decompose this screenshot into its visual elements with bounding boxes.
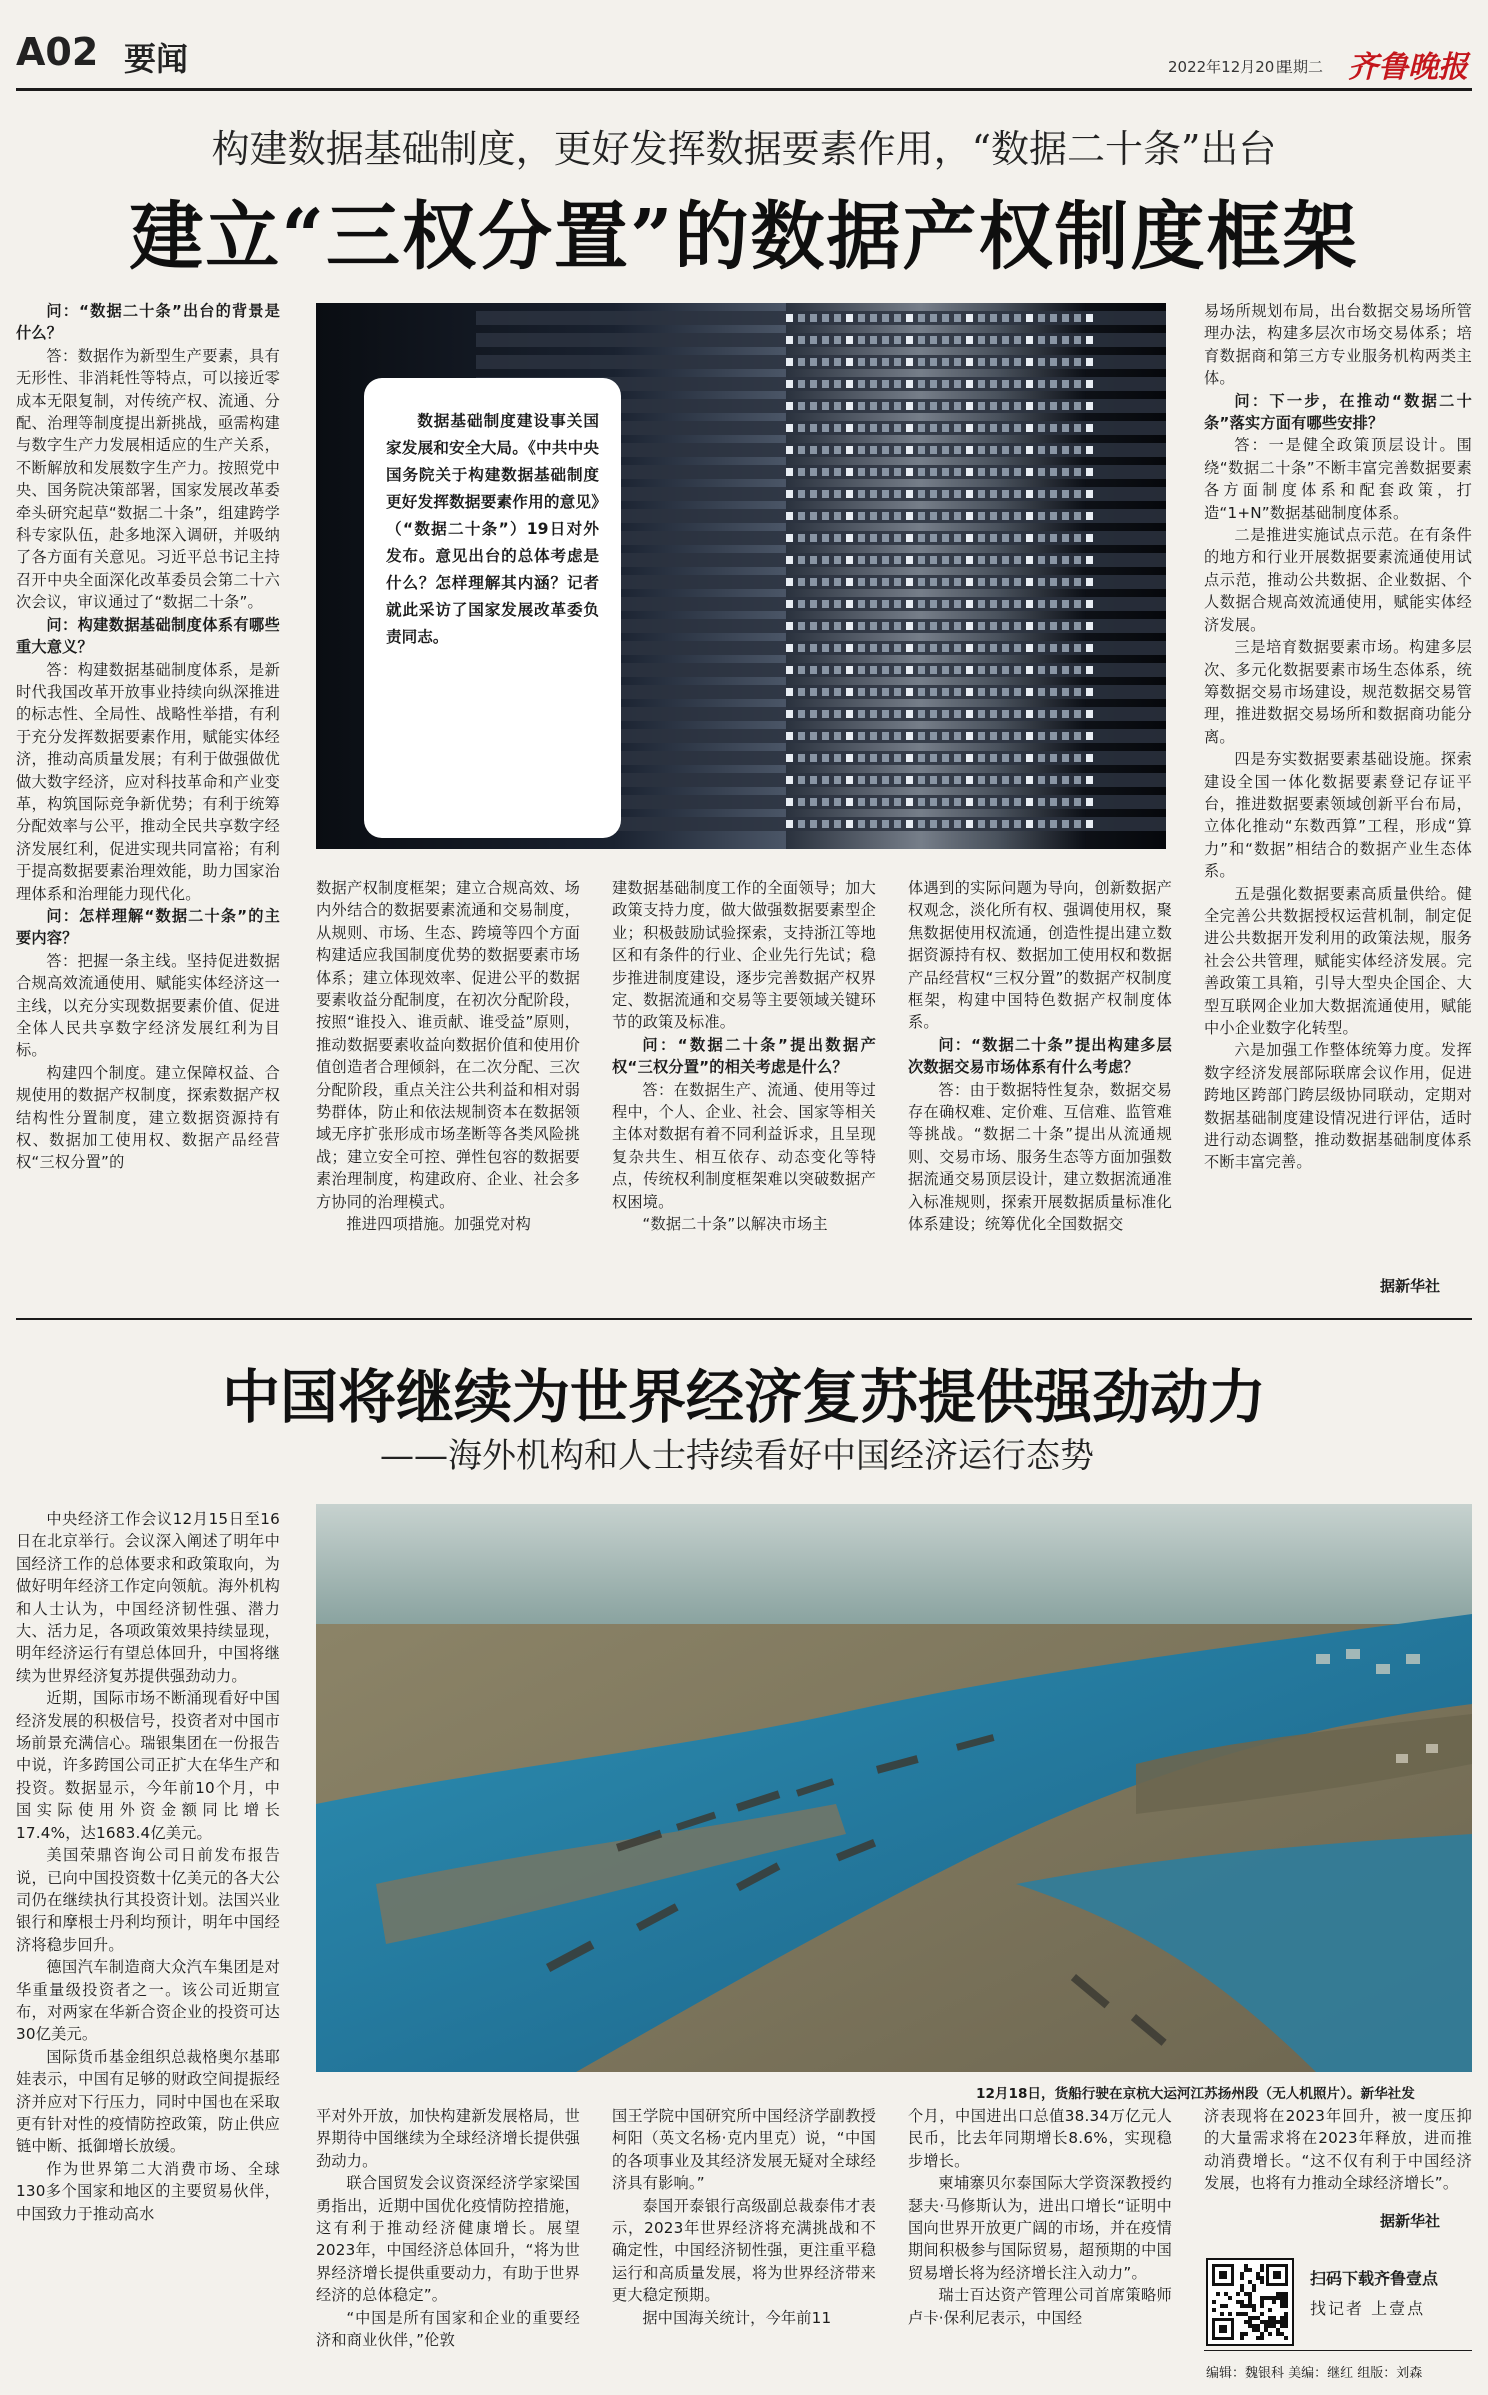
body-paragraph: 二是推进实施试点示范。在有条件的地方和行业开展数据要素流通使用试点示范，推动公共数据、企业数据、个人数据合规高效流通使用，赋能实体经济发展。 (1204, 526, 1472, 634)
article1-column-3 (612, 877, 876, 1236)
page-credits: 编辑：魏银科 美编：继红 组版：刘森 (1206, 2366, 1423, 2381)
article2-headline: 中国将继续为世界经济复苏提供强劲动力 (221, 1363, 1266, 1431)
article1-column-2 (316, 877, 580, 1236)
issue-date: 2022年12月20日 (1168, 58, 1290, 76)
body-paragraph: 美国荣鼎咨询公司日前发布报告说，已向中国投资数十亿美元的各大公司仍在继续执行其投资计划。法国兴业银行和摩根士丹利均预计，明年中国经济将稳步回升。 (16, 1846, 280, 1954)
article1-kicker: 构建数据基础制度，更好发挥数据要素作用，“数据二十条”出台 (211, 127, 1277, 171)
body-paragraph: 作为世界第二大消费市场、全球130多个国家和地区的主要贸易伙伴，中国致力于推动高水 (16, 2159, 280, 2223)
page-code: A02 (16, 30, 99, 74)
body-paragraph: 平对外开放，加快构建新发展格局，世界期待中国继续为全球经济增长提供强劲动力。 (316, 2107, 580, 2170)
body-paragraph: 三是培育数据要素市场。构建多层次、多元化数据要素市场生态体系，统筹数据交易市场建设，规范数据交易管理，推进数据交易场所和数据商功能分离。 (1204, 638, 1472, 746)
qr-code[interactable] (1206, 2258, 1294, 2346)
body-paragraph: 柬埔寨贝尔泰国际大学资深教授约瑟夫·马修斯认为，进出口增长“证明中国向世界开放更广阔的市场，并在疫情期间积极参与国际贸易，超预期的中国贸易增长将为经济增长注入动力”。 (908, 2174, 1172, 2282)
question-paragraph: 问：怎样理解“数据二十条”的主要内容？ (16, 906, 280, 948)
lead-box-text: 数据基础制度建设事关国家发展和安全大局。《中共中央 国务院关于构建数据基础制度更好发挥数据要素作用的意见》（“数据二十条”）19日对外发布。意见出台的总体考虑是什么？怎样理解其内涵？记者就此采访了国家发展改革委负责同志。 (386, 412, 599, 646)
body-paragraph: 据中国海关统计，今年前11 (642, 2308, 832, 2327)
body-paragraph: 数据产权制度框架；建立合规高效、场内外结合的数据要素流通和交易制度，从规则、市场、生态、跨境等四个方面构建适应我国制度优势的数据要素市场体系；建立体现效率、促进公平的数据要素收益分配制度，在初次分配阶段，按照“谁投入、谁贡献、谁受益”原则，推动数据要素收益向数据价值和使用价值创造者合理倾斜，在二次分配、三次分配阶段，重点关注公共利益和相对弱势群体，防止和依法规制资本在数据领域无序扩张形成市场垄断等各类风险挑战；建立安全可控、弹性包容的数据要素治理制度，构建政府、企业、社会多方协同的治理模式。 (316, 879, 580, 1211)
qr-caption-2: 找记者 上壹点 (1310, 2299, 1426, 2318)
body-paragraph: 瑞士百达资产管理公司首席策略师卢卡·保利尼表示，中国经 (908, 2286, 1172, 2327)
article2-column-4 (908, 2105, 1172, 2329)
qr-caption-1: 扫码下载齐鲁壹点 (1310, 2269, 1439, 2288)
body-paragraph: 答：构建数据基础制度体系，是新时代我国改革开放事业持续向纵深推进的标志性、全局性、战略性举措，有利于充分发挥数据要素作用，赋能实体经济，推动高质量发展；有利于做强做优做大数字经济，应对科技革命和产业变革，构筑国际竞争新优势；有利于统筹分配效率与公平，推动全民共享数字经济发展红利，促进实现共同富裕；有利于提高数据要素治理效能，助力国家治理体系和治理能力现代化。 (16, 660, 280, 903)
article2-column-3 (612, 2105, 876, 2329)
body-paragraph: 四是夯实数据要素基础设施。探索建设全国一体化数据要素登记存证平台，推进数据要素领域创新平台布局，立体化推动“东数西算”工程，形成“算力”和“数据”相结合的数据产业生态体系。 (1204, 750, 1472, 881)
body-paragraph: 答：在数据生产、流通、使用等过程中，个人、企业、社会、国家等相关主体对数据有着不同利益诉求，且呈现复杂共生、相互依存、动态变化等特点，传统权利制度框架难以突破数据产权困境。 (612, 1080, 876, 1211)
body-paragraph: 联合国贸发会议资深经济学家梁国勇指出，近期中国优化疫情防控措施，这有利于推动经济健康增长。展望2023年，中国经济总体回升，“将为世界经济增长提供重要动力，有助于世界经济的总体稳定”。 (316, 2174, 580, 2305)
canal-aerial-photo (316, 1504, 1472, 2072)
body-paragraph: 易场所规划布局，出台数据交易场所管理办法，构建多层次市场交易体系；培育数据商和第三方专业服务机构两类主体。 (1204, 302, 1472, 388)
article2-column-2 (316, 2105, 580, 2351)
question-paragraph: 问：“数据二十条”出台的背景是什么？ (16, 302, 280, 343)
section-label: 要闻 (124, 40, 189, 78)
question-paragraph: 问：构建数据基础制度体系有哪些重大意义？ (16, 615, 280, 657)
article1-column-4 (908, 877, 1172, 1236)
section-divider (16, 1318, 1472, 1320)
body-paragraph: 推进四项措施。加强党对构 (346, 1215, 532, 1234)
article2-subheadline: ——海外机构和人士持续看好中国经济运行态势 (380, 1436, 1094, 1476)
lead-box (364, 378, 621, 838)
body-paragraph: 德国汽车制造商大众汽车集团是对华重量级投资者之一。该公司近期宣布，对两家在华新合资企业的投资可达30亿美元。 (16, 1958, 280, 2044)
masthead-rule (16, 88, 1472, 91)
body-paragraph: 近期，国际市场不断涌现看好中国经济发展的积极信号，投资者对中国市场前景充满信心。瑞银集团在一份报告中说，许多跨国公司正扩大在华生产和投资。数据显示，今年前10个月，中国实际使用外资金额同比增长17.4%，达1683.4亿美元。 (16, 1689, 280, 1842)
body-paragraph: “中国是所有国家和企业的重要经济和商业伙伴，”伦敦 (316, 2308, 580, 2350)
body-paragraph: 中央经济工作会议12月15日至16日在北京举行。会议深入阐述了明年中国经济工作的总体要求和政策取向，为做好明年经济工作定向领航。海外机构和人士认为，中国经济韧性强、潜力大、活力足，各项政策效果持续显现，明年经济运行有望总体回升，中国将继续为世界经济复苏提供强劲动力。 (16, 1510, 280, 1685)
body-paragraph: 泰国开泰银行高级副总裁泰伟才表示，2023年世界经济将充满挑战和不确定性，中国经济韧性强，更注重平稳运行和高质量发展，将为世界经济带来更大稳定预期。 (612, 2196, 876, 2305)
article1-column-5 (1204, 300, 1472, 1174)
article2-source: 据新华社 (1380, 2212, 1441, 2230)
paper-logo: 齐鲁晚报 (1348, 50, 1468, 85)
body-paragraph: 体遇到的实际问题为导向，创新数据产权观念，淡化所有权、强调使用权，聚焦数据使用权流通，创造性提出建立数据资源持有权、数据加工使用权和数据产品经营权“三权分置”的数据产权制度框架，构建中国特色数据产权制度体系。 (908, 879, 1172, 1032)
body-paragraph: 国王学院中国研究所中国经济学副教授柯阳（英文名杨·克内里克）说，“中国的各项事业及其经济发展无疑对全球经济具有影响。” (612, 2107, 876, 2193)
footer-rule (1204, 2350, 1472, 2351)
photo-caption: 12月18日，货船行驶在京杭大运河江苏扬州段（无人机照片）。新华社发 (976, 2086, 1415, 2102)
issue-weekday: 星期二 (1278, 58, 1324, 76)
body-paragraph: 国际货币基金组织总裁格奥尔基耶娃表示，中国有足够的财政空间提振经济并应对下行压力，同时中国也在采取更有针对性的疫情防控政策，防止供应链中断、抵御增长放缓。 (16, 2047, 280, 2156)
question-paragraph: 问：下一步，在推动“数据二十条”落实方面有哪些安排？ (1204, 391, 1472, 433)
article2-column-1 (16, 1508, 280, 2225)
body-paragraph: 答：一是健全政策顶层设计。围绕“数据二十条”不断丰富完善数据要素各方面制度体系和配套政策，打造“1+N”数据基础制度体系。 (1204, 436, 1472, 522)
body-paragraph: 答：数据作为新型生产要素，具有无形性、非消耗性等特点，可以接近零成本无限复制，对传统产权、流通、分配、治理等制度提出新挑战，亟需构建与数字生产力发展相适应的生产关系，不断解放和发展数字生产力。按照党中央、国务院决策部署，国家发展改革委牵头研究起草“数据二十条”，组建跨学科专家队伍，赴多地深入调研，并吸纳了各方面有关意见。习近平总书记主持召开中央全面深化改革委员会第二十六次会议，审议通过了“数据二十条”。 (16, 346, 280, 612)
question-paragraph: 问：“数据二十条”提出构建多层次数据交易市场体系有什么考虑？ (908, 1035, 1172, 1077)
body-paragraph: 构建四个制度。建立保障权益、合规使用的数据产权制度，探索数据产权结构性分置制度，建立数据资源持有权、数据加工使用权、数据产品经营权“三权分置”的 (16, 1063, 280, 1172)
article1-source: 据新华社 (1380, 1277, 1441, 1295)
article2-column-5 (1204, 2105, 1472, 2195)
article1-column-1 (16, 300, 280, 1174)
body-paragraph: 个月，中国进出口总值38.34万亿元人民币，比去年同期增长8.6%，实现稳步增长。 (908, 2107, 1172, 2170)
body-paragraph: 答：由于数据特性复杂，数据交易存在确权难、定价难、互信难、监管难等挑战。“数据二十条”提出从流通规则、交易市场、服务生态等方面加强数据流通交易顶层设计，建立数据流通准入标准规则，探索开展数据质量标准化体系建设；统筹优化全国数据交 (908, 1080, 1172, 1234)
body-paragraph: 济表现将在2023年回升，被一度压抑的大量需求将在2023年释放，进而推动消费增长。“这不仅有利于中国经济发展，也将有力推动全球经济增长”。 (1204, 2107, 1472, 2193)
article1-headline: 建立“三权分置”的数据产权制度框架 (129, 194, 1359, 280)
body-paragraph: “数据二十条”以解决市场主 (642, 1215, 828, 1234)
body-paragraph: 答：把握一条主线。坚持促进数据合规高效流通使用、赋能实体经济这一主线，以充分实现数据要素价值、促进全体人民共享数字经济发展红利为目标。 (16, 951, 280, 1060)
body-paragraph: 六是加强工作整体统筹力度。发挥数字经济发展部际联席会议作用，促进跨地区跨部门跨层级协同联动，定期对数据基础制度建设情况进行评估，适时进行动态调整，推动数据基础制度体系不断丰富完善。 (1204, 1041, 1472, 1172)
body-paragraph: 建数据基础制度工作的全面领导；加大政策支持力度，做大做强数据要素型企业；积极鼓励试验探索，支持浙江等地区和有条件的行业、企业先行先试；稳步推进制度建设，逐步完善数据产权界定、数据流通和交易等主要领域关键环节的政策及标准。 (612, 879, 876, 1032)
body-paragraph: 五是强化数据要素高质量供给。健全完善公共数据授权运营机制，制定促进公共数据开发利用的政策法规，服务社会公共管理，赋能实体经济发展。完善政策工具箱，引导大型央企国企、大型互联网企业加大数据流通使用，赋能中小企业数字化转型。 (1204, 884, 1472, 1037)
question-paragraph: 问：“数据二十条”提出数据产权“三权分置”的相关考虑是什么？ (612, 1035, 876, 1077)
